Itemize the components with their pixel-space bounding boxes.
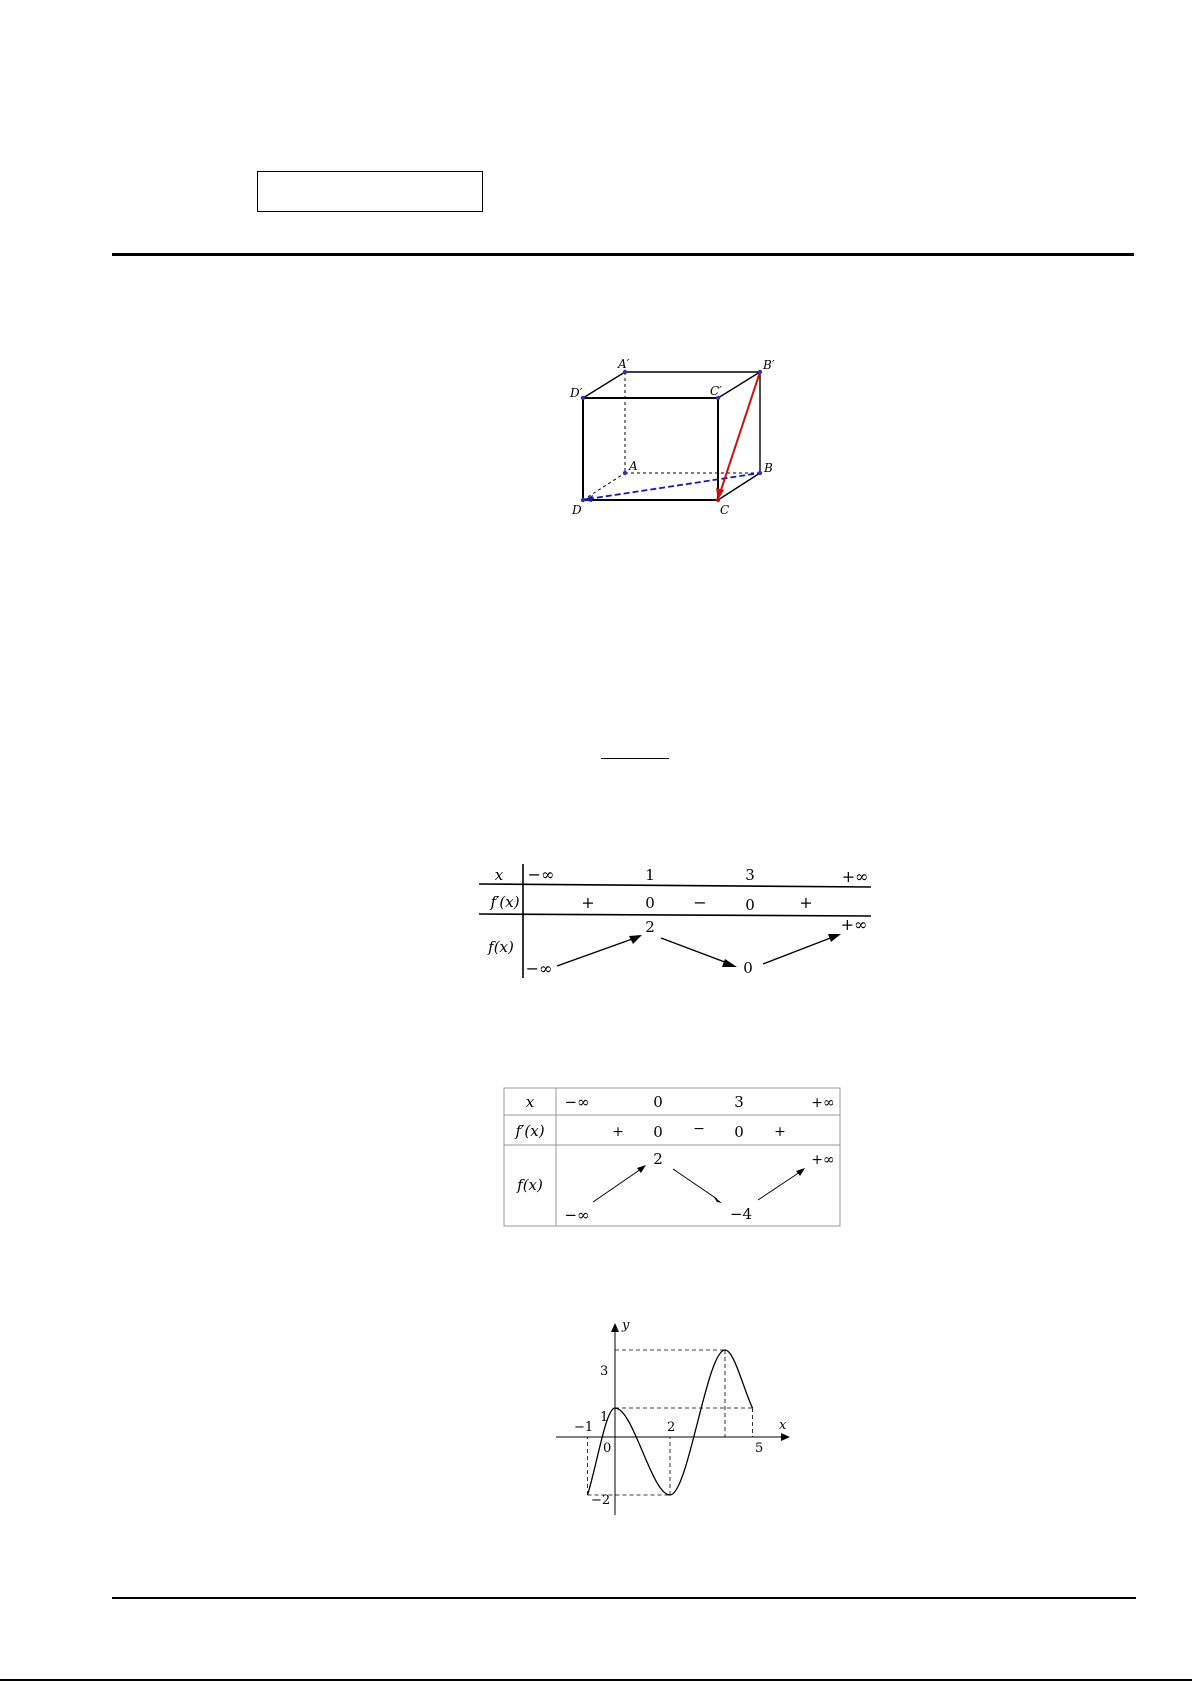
x-tick-5: 5 — [755, 1441, 764, 1456]
table2-f-start: −∞ — [564, 1206, 590, 1224]
table2-sign-4: 0 — [734, 1123, 744, 1141]
table2-x-4: +∞ — [811, 1095, 835, 1111]
table2-f-end: +∞ — [811, 1152, 835, 1168]
table1-sign-4: 0 — [745, 896, 755, 914]
vertex-label-d: D — [572, 503, 582, 517]
table1-f-start: −∞ — [525, 959, 553, 978]
table2-sign-1: + — [612, 1124, 624, 1140]
table2-sign-3: − — [693, 1121, 705, 1137]
table1-x-4: +∞ — [841, 867, 869, 886]
table1-f-label: f(x) — [488, 938, 514, 956]
vertex-label-c-prime: C′ — [710, 384, 722, 398]
table2-sign-2: 0 — [653, 1123, 663, 1141]
candidate-id-box — [257, 171, 483, 212]
table1-sign-2: 0 — [645, 894, 655, 912]
table2-x-label: x — [525, 1093, 535, 1111]
table1-sign-3: − — [693, 893, 707, 912]
vertex-label-a-prime: A′ — [618, 357, 630, 371]
y-axis-label: y — [622, 1318, 630, 1333]
table1-f-max: 2 — [645, 918, 655, 936]
cuboid-figure — [560, 352, 800, 522]
y-tick-1: 1 — [600, 1410, 609, 1425]
table2-x-2: 0 — [653, 1093, 663, 1111]
table2-sign-5: + — [774, 1124, 786, 1140]
vector-db — [588, 473, 760, 499]
vertex-label-a: A — [629, 459, 638, 473]
x-axis-arrow — [781, 1433, 790, 1441]
table1-x-3: 3 — [745, 866, 755, 884]
vertex-label-c: C — [720, 503, 730, 517]
variation-table-1 — [475, 860, 875, 980]
table2-f-max: 2 — [653, 1150, 663, 1168]
header-divider — [112, 253, 1134, 256]
vertex-label-d-prime: D′ — [570, 386, 583, 400]
vertex-label-b-prime: B′ — [763, 358, 775, 372]
table1-sign-1: + — [581, 893, 595, 912]
table1-x-1: −∞ — [527, 865, 555, 884]
vertex-label-b: B — [764, 461, 773, 475]
table1-sign-5: + — [799, 893, 813, 912]
fraction-bar — [601, 758, 669, 759]
y-tick-3: 3 — [600, 1364, 609, 1379]
table1-fprime-label: f′(x) — [490, 893, 520, 911]
y-axis-arrow — [611, 1323, 619, 1332]
table2-f-label: f(x) — [517, 1176, 543, 1194]
table1-x-2: 1 — [645, 866, 655, 884]
x-tick-2: 2 — [667, 1420, 676, 1435]
vector-bpc — [720, 372, 760, 493]
x-axis-label: x — [779, 1418, 787, 1433]
table2-x-1: −∞ — [564, 1093, 590, 1111]
table2-fprime-label: f′(x) — [515, 1122, 545, 1140]
table2-f-min: −4 — [729, 1205, 753, 1223]
table1-f-min: 0 — [743, 959, 753, 977]
bottom-edge-line — [0, 1679, 1192, 1681]
table1-f-end: +∞ — [840, 915, 868, 934]
table1-x-label: x — [494, 866, 504, 884]
footer-divider — [112, 1597, 1136, 1599]
y-tick-neg2: −2 — [591, 1493, 611, 1508]
table2-x-3: 3 — [734, 1093, 744, 1111]
variation-table-2 — [503, 1087, 843, 1227]
x-tick-neg1: −1 — [574, 1420, 594, 1435]
x-tick-0: 0 — [603, 1441, 612, 1456]
function-graph — [550, 1315, 800, 1520]
